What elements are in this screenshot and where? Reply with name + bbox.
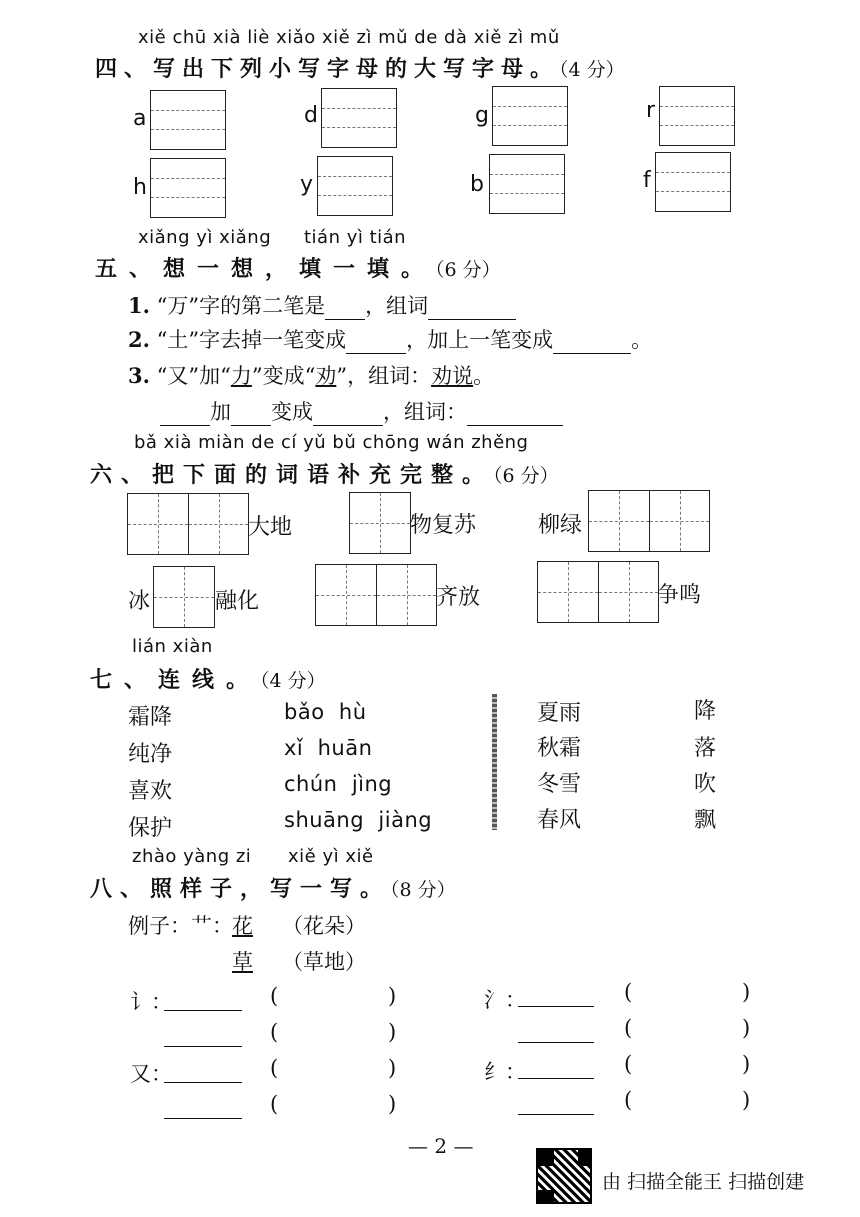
right-verb-4[interactable]: 飘 [694,808,717,833]
example-word-2: （草地） [282,950,366,974]
page-number: — 2 — [408,1134,474,1158]
q2-period: 。 [631,328,653,352]
paren-close-6: ) [742,1016,751,1040]
example-char-2: 草 [232,950,253,974]
left-pinyin-1[interactable]: bǎo hù [284,700,367,724]
letter-y: y [300,172,314,197]
left-word-3[interactable]: 喜欢 [128,779,173,804]
paren-open-3: ( [270,1056,279,1080]
letter-box-b[interactable] [489,154,565,214]
q3-example-word: 劝说 [431,364,474,388]
tian-grid-3[interactable] [588,490,710,552]
s5-heading [95,252,501,283]
s4-heading [95,52,625,83]
paren-close-5: ) [742,980,751,1004]
q3-text-3: ”，组词： [336,364,432,388]
example-word-1: （花朵） [282,914,366,938]
letter-r: r [646,98,656,123]
paren-open-4: ( [270,1092,279,1116]
example-label: 例子：艹： [128,914,233,938]
si-blank-1[interactable] [518,1058,594,1079]
letter-box-r[interactable] [659,86,735,146]
s4-pinyin: xiě chū xià liè xiǎo xiě zì mǔ de dà xiě zì mǔ [138,27,560,48]
right-verb-1[interactable]: 降 [694,699,717,724]
yan-blank-2[interactable] [164,1026,242,1047]
q1-blank-1[interactable] [325,299,365,320]
s8-heading [90,872,456,903]
radical-you: 又： [130,1062,172,1086]
left-word-2[interactable]: 纯净 [128,742,173,767]
right-word-3[interactable]: 冬雪 [537,772,582,797]
s5-q1 [128,290,516,320]
you-blank-1[interactable] [164,1062,242,1083]
s5-q3 [128,360,494,390]
q4-jia: 加 [210,400,231,424]
si-blank-2[interactable] [518,1094,594,1115]
letter-box-y[interactable] [317,156,393,216]
dashed-divider [492,694,497,830]
tian-grid-6[interactable] [537,561,659,623]
radical-yan: 讠： [130,990,172,1014]
s5-score: （6 分） [435,259,501,281]
q2-text-2: ，加上一笔变成 [406,328,554,352]
s5-q2 [128,324,652,354]
s5-q4 [160,396,563,426]
q3-char-quan: 劝 [315,364,337,388]
q4-bian: 变成 [271,400,313,424]
tian-grid-4[interactable] [153,566,215,628]
q3-number: 3. [128,363,150,388]
q4-blank-3[interactable] [313,405,383,426]
tian-grid-1[interactable] [127,493,249,555]
qr-code-icon [536,1148,592,1204]
s6-score: （6 分） [493,465,559,487]
left-pinyin-4[interactable]: shuāng jiàng [284,808,433,832]
you-blank-2[interactable] [164,1098,242,1119]
s5-title: 五、想一想，填一填。 [95,257,436,282]
paren-close-3: ) [388,1056,397,1080]
tian-grid-2[interactable] [349,492,411,554]
s7-pinyin: lián xiàn [132,636,213,657]
s6-title: 六、把下面的词语补充完整。 [90,463,494,488]
radical-shui: 氵： [484,988,526,1012]
q2-blank-1[interactable] [346,333,406,354]
paren-open-2: ( [270,1020,279,1044]
letter-box-f[interactable] [655,152,731,212]
example-char-1: 花 [232,914,253,938]
right-verb-3[interactable]: 吹 [694,772,717,797]
left-word-1[interactable]: 霜降 [128,705,173,730]
paren-close-8: ) [742,1088,751,1112]
letter-box-a[interactable] [150,90,226,150]
letter-g: g [475,103,489,128]
w4b: 融化 [215,589,260,614]
q1-text: “万”字的第二笔是 [156,294,326,318]
paren-open-6: ( [624,1016,633,1040]
paren-close-2: ) [388,1020,397,1044]
yan-blank-1[interactable] [164,990,242,1011]
q3-period: 。 [473,364,495,388]
paren-close-1: ) [388,984,397,1008]
w4a: 冰 [128,589,151,614]
letter-box-d[interactable] [321,88,397,148]
paren-open-1: ( [270,984,279,1008]
q1-blank-2[interactable] [428,299,516,320]
s5-pinyin-2: tián yì tián [304,227,407,248]
q1-number: 1. [128,293,150,318]
s4-title: 四、写出下列小写字母的大写字母。 [95,57,560,82]
letter-box-h[interactable] [150,158,226,218]
q2-number: 2. [128,327,150,352]
letter-f: f [643,168,651,193]
s4-score: （4 分） [559,59,625,81]
s6-heading [90,458,559,489]
paren-open-5: ( [624,980,633,1004]
w3: 柳绿 [538,513,583,538]
w2: 物复苏 [410,513,477,538]
letter-d: d [304,103,318,128]
s5-pinyin-1: xiǎng yì xiǎng [138,227,272,248]
w5: 齐放 [436,585,481,610]
letter-box-g[interactable] [492,86,568,146]
q2-text: “土”字去掉一笔变成 [156,328,347,352]
q4-zuci: ，组词： [383,400,467,424]
right-word-4[interactable]: 春风 [537,808,582,833]
q1-text-2: ，组词 [365,294,429,318]
scan-watermark: 由 扫描全能王 扫描创建 [602,1171,805,1193]
left-pinyin-2[interactable]: xǐ huān [284,736,373,760]
w1: 大地 [248,515,293,540]
s7-score: （4 分） [260,670,326,692]
right-word-2[interactable]: 秋霜 [537,736,582,761]
q3-char-li: 力 [230,364,252,388]
letter-b: b [470,172,484,197]
q2-blank-2[interactable] [553,333,631,354]
q3-text-2: ”变成“ [251,364,316,388]
s8-pinyin-1: zhào yàng zi [132,846,252,867]
letter-a: a [133,106,147,131]
q4-blank-2[interactable] [231,405,271,426]
s8-title: 八、照样子，写一写。 [90,877,391,902]
s8-score: （8 分） [390,879,456,901]
letter-h: h [133,175,147,200]
s8-pinyin-2: xiě yì xiě [288,846,374,867]
paren-open-8: ( [624,1088,633,1112]
left-pinyin-3[interactable]: chún jìng [284,772,393,796]
paren-open-7: ( [624,1052,633,1076]
radical-si: 纟： [484,1060,526,1084]
shui-blank-2[interactable] [518,1022,594,1043]
q4-blank-4[interactable] [467,405,563,426]
s7-heading [90,663,326,694]
s7-title: 七、连线。 [90,668,261,693]
q4-blank-1[interactable] [160,405,210,426]
s6-pinyin: bǎ xià miàn de cí yǔ bǔ chōng wán zhěng [134,432,529,453]
paren-close-4: ) [388,1092,397,1116]
q3-text: “又”加“ [156,364,231,388]
right-word-1[interactable]: 夏雨 [537,701,582,726]
shui-blank-1[interactable] [518,986,594,1007]
w6: 争鸣 [657,583,702,608]
left-word-4[interactable]: 保护 [128,816,173,841]
paren-close-7: ) [742,1052,751,1076]
right-verb-2[interactable]: 落 [694,736,717,761]
tian-grid-5[interactable] [315,564,437,626]
